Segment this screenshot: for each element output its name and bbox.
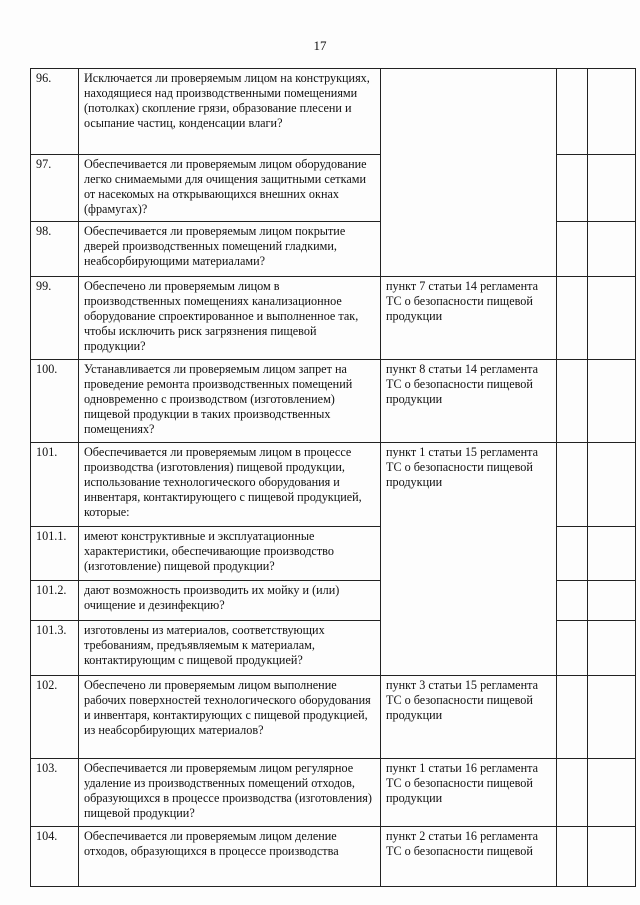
answer-cell-no bbox=[588, 69, 636, 155]
answer-cell-yes bbox=[557, 443, 588, 527]
question-text: Устанавливается ли проверяемым лицом запрет на проведение ремонта производственных помещений одновременно с производством (изготовлением) пищевой продукции в таких производственных помещениях? bbox=[79, 360, 381, 443]
answer-cell-no bbox=[588, 827, 636, 887]
table-row bbox=[31, 360, 636, 443]
answer-cell-no bbox=[588, 759, 636, 827]
item-number: 100. bbox=[31, 360, 79, 443]
question-text: Обеспечено ли проверяемым лицом выполнение рабочих поверхностей технологического оборудования и инвентаря, контактирующих с пищевой продукцией, из неабсорбирующих материалов? bbox=[79, 676, 381, 759]
question-text: Обеспечивается ли проверяемым лицом покрытие дверей производственных помещений гладкими, неабсорбирующими материалами? bbox=[79, 222, 381, 277]
answer-cell-no bbox=[588, 222, 636, 277]
question-text: Обеспечивается ли проверяемым лицом деление отходов, образующихся в процессе производства bbox=[79, 827, 381, 887]
reference-text: пункт 1 статьи 16 регламента ТС о безопасности пищевой продукции bbox=[381, 759, 557, 827]
table-row bbox=[31, 827, 636, 887]
question-text: Обеспечивается ли проверяемым лицом оборудование легко снимаемыми для очищения защитными сетками от насекомых на открывающихся внешних окнах (фрамугах)? bbox=[79, 155, 381, 222]
question-text: Обеспечено ли проверяемым лицом в производственных помещениях канализационное оборудование спроектированное и выполненное так, чтобы исключить риск загрязнения пищевой продукции? bbox=[79, 277, 381, 360]
answer-cell-no bbox=[588, 443, 636, 527]
item-number: 102. bbox=[31, 676, 79, 759]
answer-cell-no bbox=[588, 527, 636, 581]
answer-cell-no bbox=[588, 155, 636, 222]
question-text: Обеспечивается ли проверяемым лицом в процессе производства (изготовления) пищевой продукции, использование технологического оборудования и инвентаря, контактирующего с пищевой продукцией, которые: bbox=[79, 443, 381, 527]
answer-cell-yes bbox=[557, 222, 588, 277]
answer-cell-yes bbox=[557, 581, 588, 621]
table-row bbox=[31, 69, 636, 155]
item-number: 98. bbox=[31, 222, 79, 277]
reference-text: пункт 2 статьи 16 регламента ТС о безопасности пищевой bbox=[381, 827, 557, 887]
answer-cell-yes bbox=[557, 759, 588, 827]
answer-cell-yes bbox=[557, 527, 588, 581]
table-row bbox=[31, 676, 636, 759]
answer-cell-yes bbox=[557, 155, 588, 222]
item-number: 97. bbox=[31, 155, 79, 222]
table-row bbox=[31, 277, 636, 360]
item-number: 101.1. bbox=[31, 527, 79, 581]
item-number: 104. bbox=[31, 827, 79, 887]
item-number: 101.3. bbox=[31, 621, 79, 676]
answer-cell-yes bbox=[557, 69, 588, 155]
table-row bbox=[31, 443, 636, 527]
reference-text: пункт 7 статьи 14 регламента ТС о безопасности пищевой продукции bbox=[381, 277, 557, 360]
question-text: изготовлены из материалов, соответствующих требованиям, предъявляемым к материалам, контактирующим с пищевой продукцией? bbox=[79, 621, 381, 676]
answer-cell-yes bbox=[557, 827, 588, 887]
question-text: имеют конструктивные и эксплуатационные характеристики, обеспечивающие производство (изготовление) пищевой продукции? bbox=[79, 527, 381, 581]
page-number: 17 bbox=[313, 38, 327, 53]
question-text: Обеспечивается ли проверяемым лицом регулярное удаление из производственных помещений отходов, образующихся в процессе производства (изготовления) пищевой продукции? bbox=[79, 759, 381, 827]
reference-cell bbox=[381, 69, 557, 277]
item-number: 101.2. bbox=[31, 581, 79, 621]
item-number: 99. bbox=[31, 277, 79, 360]
question-text: Исключается ли проверяемым лицом на конструкциях, находящиеся над производственными помещениями (потолках) скопление грязи, образование плесени и осыпание частиц, конденсации влаги? bbox=[79, 69, 381, 155]
answer-cell-yes bbox=[557, 360, 588, 443]
table-row bbox=[31, 759, 636, 827]
answer-cell-no bbox=[588, 676, 636, 759]
item-number: 103. bbox=[31, 759, 79, 827]
answer-cell-no bbox=[588, 581, 636, 621]
reference-text: пункт 3 статьи 15 регламента ТС о безопасности пищевой продукции bbox=[381, 676, 557, 759]
item-number: 96. bbox=[31, 69, 79, 155]
answer-cell-no bbox=[588, 621, 636, 676]
reference-text: пункт 1 статьи 15 регламента ТС о безопасности пищевой продукции bbox=[381, 443, 557, 676]
reference-text: пункт 8 статьи 14 регламента ТС о безопасности пищевой продукции bbox=[381, 360, 557, 443]
answer-cell-yes bbox=[557, 676, 588, 759]
answer-cell-no bbox=[588, 360, 636, 443]
checklist-table bbox=[30, 68, 636, 887]
item-number: 101. bbox=[31, 443, 79, 527]
answer-cell-yes bbox=[557, 621, 588, 676]
answer-cell-yes bbox=[557, 277, 588, 360]
answer-cell-no bbox=[588, 277, 636, 360]
question-text: дают возможность производить их мойку и (или) очищение и дезинфекцию? bbox=[79, 581, 381, 621]
